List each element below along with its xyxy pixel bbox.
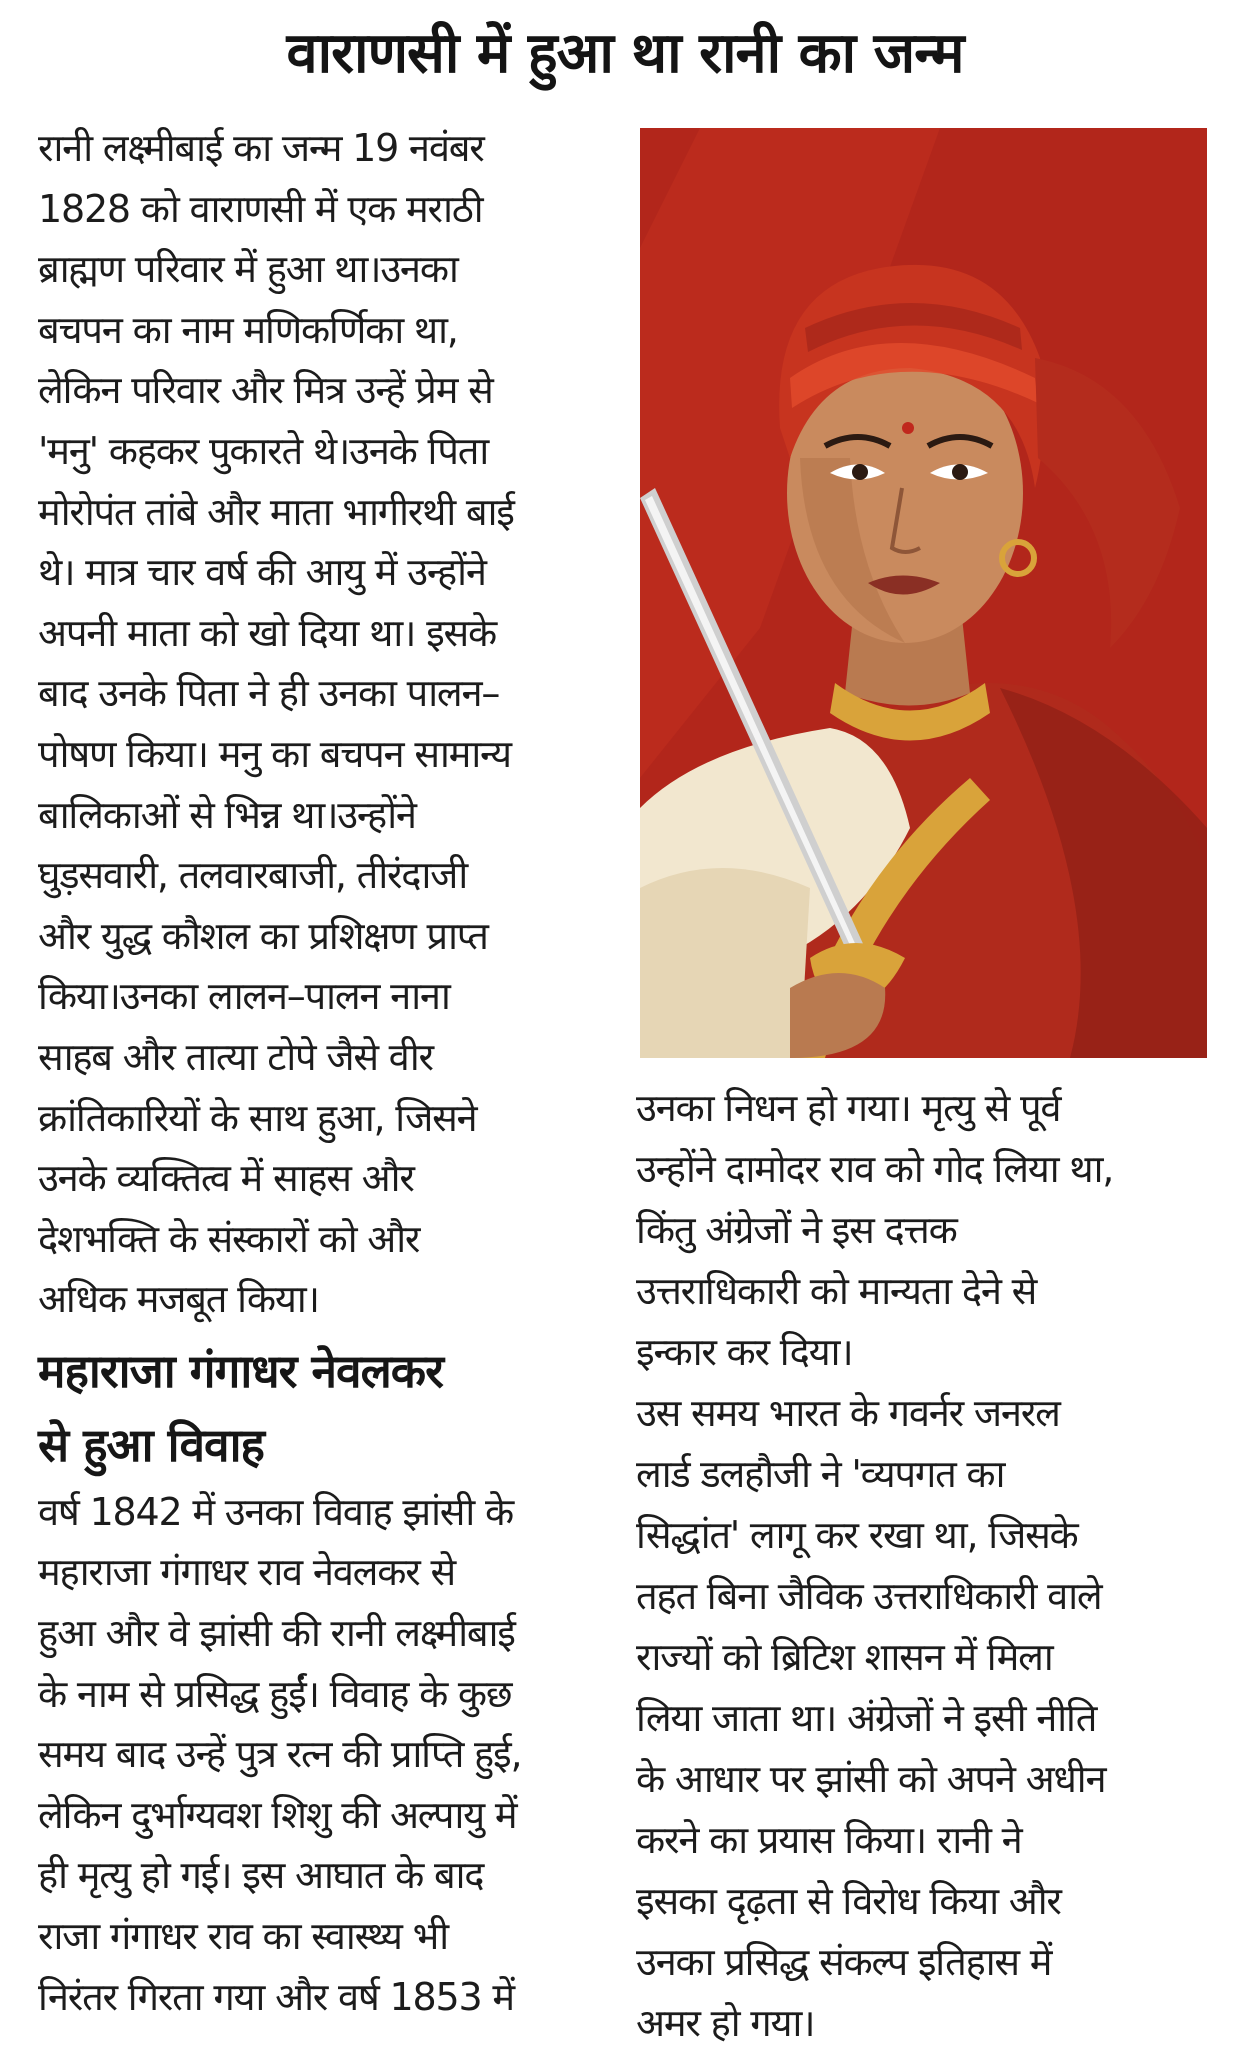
portrait-svg [640,128,1207,1058]
text-line: लार्ड डलहौजी ने 'व्यपगत का [636,1452,1005,1496]
text-line: साहब और तात्या टोपे जैसे वीर [38,1034,433,1079]
text-line: उनका प्रसिद्ध संकल्प इतिहास में [636,1940,1052,1984]
text-line: के नाम से प्रसिद्ध हुईं। विवाह के कुछ [38,1671,512,1716]
text-line: बचपन का नाम मणिकर्णिका था, [38,307,458,352]
text-line: किया।उनका लालन–पालन नाना [38,974,450,1019]
headline: वाराणसी में हुआ था रानी का जन्म [286,21,964,86]
text-line: समय बाद उन्हें पुत्र रत्न की प्राप्ति हुई, [38,1732,522,1777]
right-column [636,1078,1196,2054]
text-line: घुड़सवारी, तलवारबाजी, तीरंदाजी [38,853,467,898]
text-line: उत्तराधिकारी को मान्यता देने से [636,1269,1037,1313]
rani-lakshmibai-illustration [640,128,1207,1058]
text-line: लिया जाता था। अंग्रेजों ने इसी नीति [636,1696,1097,1740]
text-line: निरंतर गिरता गया और वर्ष 1853 में [38,1974,514,2019]
left-column [38,118,583,2027]
text-line: और युद्ध कौशल का प्रशिक्षण प्राप्त [38,913,488,958]
subheading-marriage [38,1334,583,1482]
text-line: पोषण किया। मनु का बचपन सामान्य [38,731,511,776]
text-line: महाराजा गंगाधर राव नेवलकर से [38,1550,455,1595]
text-line: तहत बिना जैविक उत्तराधिकारी वाले [636,1574,1102,1618]
text-line: उनका निधन हो गया। मृत्यु से पूर्व [636,1086,1061,1130]
text-line: लेकिन परिवार और मित्र उन्हें प्रेम से [38,368,493,413]
text-line: इन्कार कर दिया। [636,1330,853,1374]
text-line: 1828 को वाराणसी में एक मराठी [38,186,483,231]
text-line: राज्यों को ब्रिटिश शासन में मिला [636,1635,1053,1679]
text-line: ब्राह्मण परिवार में हुआ था।उनका [38,247,458,292]
text-line: इसका दृढ़ता से विरोध किया और [636,1879,1061,1923]
text-line: अमर हो गया। [636,2001,815,2045]
text-line: मोरोपंत तांबे और माता भागीरथी बाई [38,489,514,534]
paragraph-birth [38,118,583,1330]
text-line: राजा गंगाधर राव का स्वास्थ्य भी [38,1914,448,1959]
text-line: रानी लक्ष्मीबाई का जन्म 19 नवंबर [38,126,484,170]
text-line: किंतु अंग्रेजों ने इस दत्तक [636,1208,957,1252]
text-line: बालिकाओं से भिन्न था।उन्होंने [38,792,416,837]
text-line: उस समय भारत के गवर्नर जनरल [636,1391,1060,1435]
text-line: करने का प्रयास किया। रानी ने [636,1818,1022,1862]
subheading-line: महाराजा गंगाधर नेवलकर [38,1343,443,1398]
text-line: बाद उनके पिता ने ही उनका पालन– [38,671,500,716]
text-line: उनके व्यक्तित्व में साहस और [38,1156,414,1201]
text-line: लेकिन दुर्भाग्यवश शिशु की अल्पायु में [38,1792,517,1837]
text-line: उन्होंने दामोदर राव को गोद लिया था, [636,1147,1114,1191]
text-line: हुआ और वे झांसी की रानी लक्ष्मीबाई [38,1611,515,1656]
text-line: अपनी माता को खो दिया था। इसके [38,610,497,655]
text-line: ही मृत्यु हो गई। इस आघात के बाद [38,1853,484,1898]
text-line: अधिक मजबूत किया। [38,1277,319,1322]
text-line: देशभक्ति के संस्कारों को और [38,1216,420,1261]
bindi-mark [902,422,914,434]
paragraph-marriage [38,1482,583,2027]
text-line: क्रांतिकारियों के साथ हुआ, जिसने [38,1095,477,1140]
text-line: के आधार पर झांसी को अपने अधीन [636,1757,1106,1801]
subheading-line: से हुआ विवाह [38,1417,264,1472]
text-line: सिद्धांत' लागू कर रखा था, जिसके [636,1513,1078,1557]
text-line: वर्ष 1842 में उनका विवाह झांसी के [38,1489,513,1534]
text-line: थे। मात्र चार वर्ष की आयु में उन्होंने [38,550,486,595]
text-line: 'मनु' कहकर पुकारते थे।उनके पिता [38,428,489,473]
